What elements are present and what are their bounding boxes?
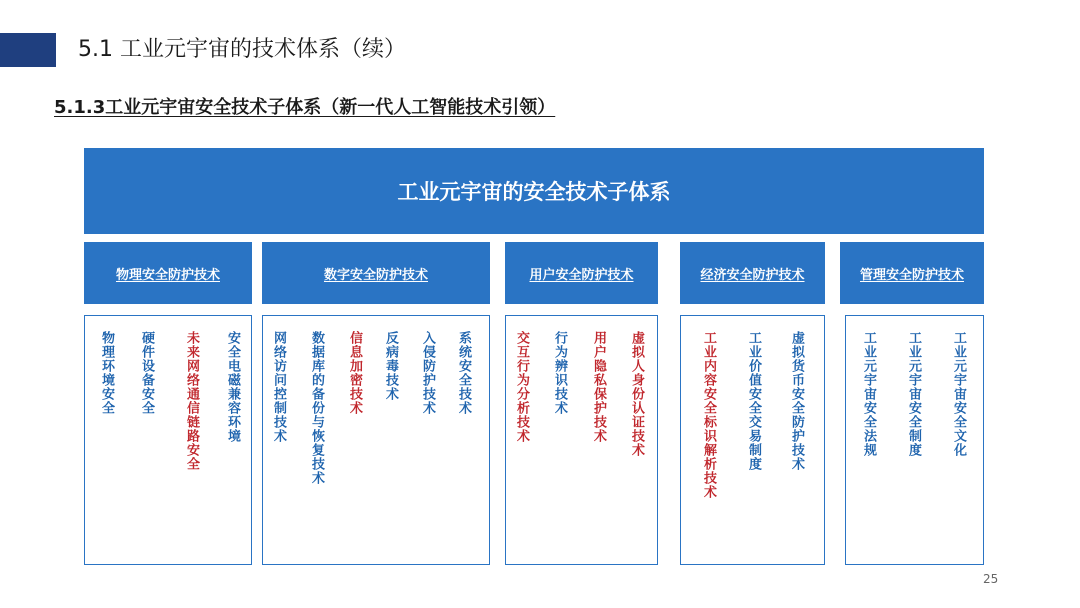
item: 物理环境安全 xyxy=(99,331,114,415)
item: 网络访问控制技术 xyxy=(271,331,286,443)
item: 硬件设备安全 xyxy=(139,331,154,415)
item: 工业元宇宙安全制度 xyxy=(906,331,921,457)
item: 虚拟人身份认证技术 xyxy=(629,331,644,457)
section-subtitle: 5.1.3工业元宇宙安全技术子体系（新一代人工智能技术引领） xyxy=(54,97,556,118)
item: 工业内容安全标识解析技术 xyxy=(701,331,716,499)
item: 行为辨识技术 xyxy=(552,331,567,415)
item: 虚拟货币安全防护技术 xyxy=(789,331,804,471)
item: 工业元宇宙安全文化 xyxy=(951,331,966,457)
category-management xyxy=(840,242,984,304)
root-node-label: 工业元宇宙的安全技术子体系 xyxy=(397,180,671,204)
items-box-digital xyxy=(262,315,490,565)
category-economic xyxy=(680,242,825,304)
item: 未来网络通信链路安全 xyxy=(184,331,199,471)
category-digital xyxy=(262,242,490,304)
category-physical xyxy=(84,242,252,304)
items-box-user xyxy=(505,315,658,565)
item: 入侵防护技术 xyxy=(420,331,435,415)
category-label: 经济安全防护技术 xyxy=(700,267,805,283)
item: 信息加密技术 xyxy=(347,331,362,415)
item: 工业元宇宙安全法规 xyxy=(861,331,876,457)
item: 数据库的备份与恢复技术 xyxy=(309,331,324,485)
item: 反病毒技术 xyxy=(383,331,398,401)
title-accent-bar xyxy=(0,33,56,67)
items-box-economic xyxy=(680,315,825,565)
category-label: 数字安全防护技术 xyxy=(323,267,428,283)
category-label: 用户安全防护技术 xyxy=(529,267,634,283)
root-node xyxy=(84,148,984,234)
item: 用户隐私保护技术 xyxy=(591,331,606,443)
items-box-physical xyxy=(84,315,252,565)
page-title: 5.1 工业元宇宙的技术体系（续） xyxy=(78,37,406,62)
category-label: 物理安全防护技术 xyxy=(115,267,220,283)
item: 工业价值安全交易制度 xyxy=(746,331,761,471)
item: 安全电磁兼容环境 xyxy=(225,331,240,443)
page-number: 25 xyxy=(983,572,999,586)
items-box-management xyxy=(845,315,984,565)
item: 系统安全技术 xyxy=(456,331,471,415)
category-user xyxy=(505,242,658,304)
category-label: 管理安全防护技术 xyxy=(859,267,964,283)
item: 交互行为分析技术 xyxy=(514,331,529,443)
